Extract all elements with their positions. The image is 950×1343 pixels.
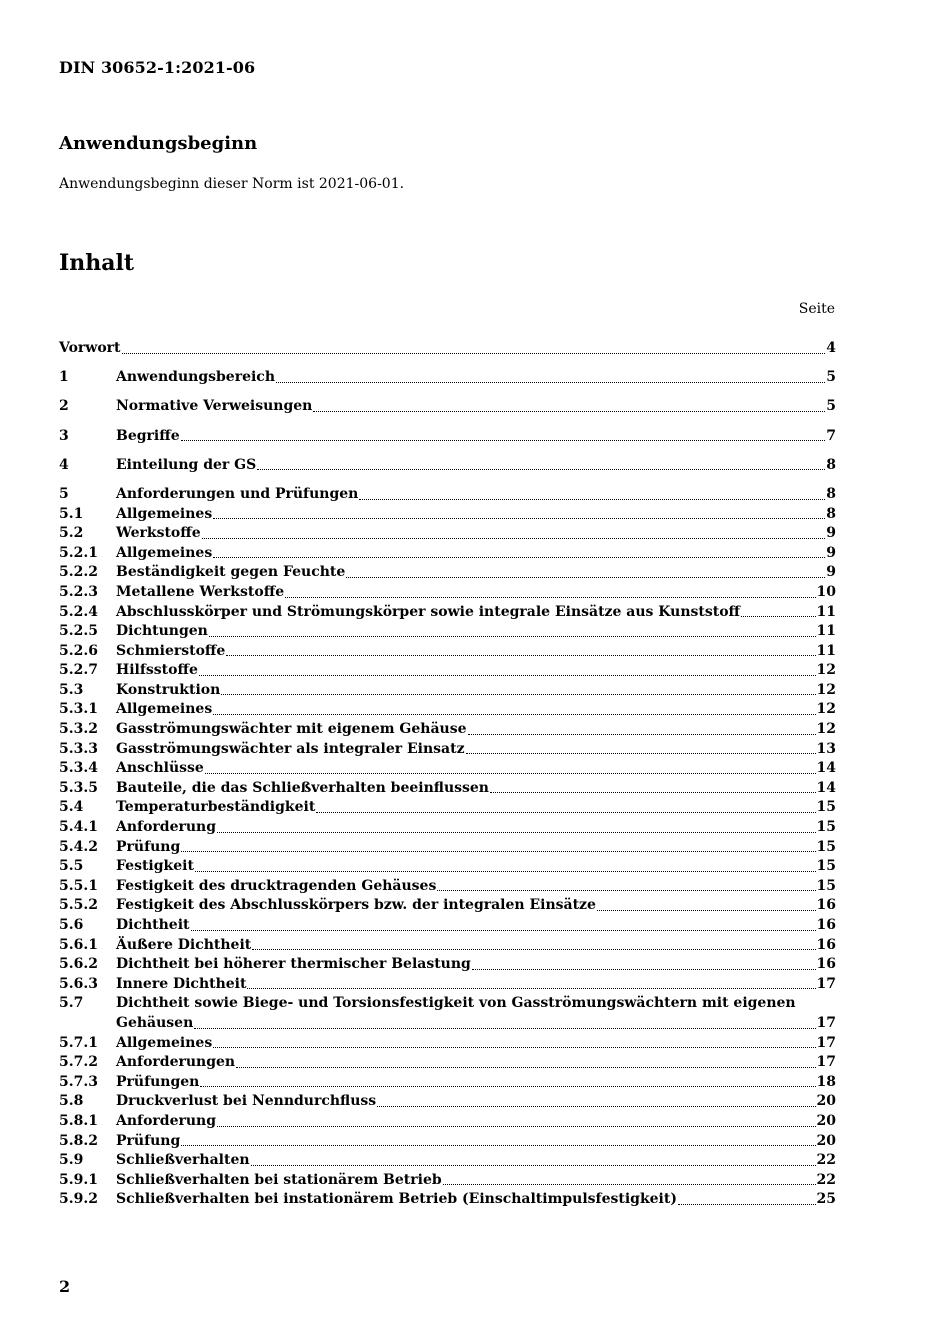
toc-entry-page: 14 [816, 779, 836, 796]
toc-leader-dots [205, 772, 816, 774]
toc-page-label: Seite [798, 301, 835, 317]
page-number: 2 [59, 1277, 71, 1296]
toc-entry-title: Festigkeit [116, 858, 194, 875]
toc-entry-page: 16 [816, 936, 836, 953]
toc-entry-title-continued: Gehäusen [116, 1014, 194, 1031]
toc-entry-title: Dichtheit sowie Biege- und Torsionsfestigkeit von Gasströmungswächtern mit eigenen [116, 995, 796, 1012]
toc-entry[interactable] [59, 877, 836, 897]
toc-leader-dots [181, 439, 826, 441]
anwendungsbeginn-text: Anwendungsbeginn dieser Norm ist 2021-06-01. [59, 176, 405, 192]
toc-leader-dots [468, 733, 816, 735]
toc-leader-dots [597, 909, 816, 911]
toc-leader-dots [213, 713, 815, 715]
toc-entry-number: 5.3.1 [59, 701, 98, 718]
toc-entry-page: 11 [816, 603, 836, 620]
toc-entry-number: 5.6.2 [59, 956, 98, 973]
toc-entry-number: 5.5 [59, 858, 84, 875]
toc-entry-page: 11 [816, 623, 836, 640]
toc-entry-title: Allgemeines [116, 1034, 213, 1051]
toc-entry-title: Anwendungsbereich [116, 369, 275, 386]
toc-entry[interactable] [59, 916, 836, 936]
toc-entry-number: 5.7.1 [59, 1034, 98, 1051]
toc-leader-dots [472, 968, 816, 970]
toc-entry-title: Schließverhalten [116, 1152, 250, 1169]
toc-entry[interactable] [59, 456, 836, 476]
toc-entry-title: Metallene Werkstoffe [116, 583, 285, 600]
toc-entry[interactable] [59, 798, 836, 818]
toc-leader-dots [252, 948, 815, 950]
toc-entry-page: 16 [816, 956, 836, 973]
toc-entry[interactable] [59, 368, 836, 388]
toc-entry-page: 20 [816, 1132, 836, 1149]
toc-leader-dots [226, 654, 815, 656]
toc-entry-number: 5.3.5 [59, 779, 98, 796]
toc-leader-dots [202, 537, 826, 539]
toc-entry-number: 5.3 [59, 681, 84, 698]
toc-entry-page: 4 [826, 340, 836, 356]
toc-entry-title: Druckverlust bei Nenndurchfluss [116, 1093, 377, 1110]
toc-entry-title: Anforderungen und Prüfungen [116, 485, 359, 502]
toc-entry-title: Konstruktion [116, 681, 221, 698]
toc-entry-title: Prüfungen [116, 1073, 200, 1090]
toc-entry[interactable] [59, 397, 836, 417]
toc-entry-number: 5.2.5 [59, 623, 98, 640]
toc-entry-number: 5.2.6 [59, 642, 98, 659]
toc-entry-number: 5.7 [59, 995, 84, 1012]
toc-leader-dots [247, 987, 815, 989]
toc-entry-number: 5.6.3 [59, 975, 98, 992]
toc-entry[interactable] [59, 622, 836, 642]
toc-entry[interactable] [59, 1073, 836, 1093]
toc-leader-dots [346, 576, 825, 578]
toc-entry-title: Gasströmungswächter als integraler Einsatz [116, 740, 465, 757]
toc-leader-dots [285, 596, 815, 598]
toc-entry-number: 5.1 [59, 505, 84, 522]
toc-entry-page: 7 [826, 427, 836, 444]
toc-entry-number: 5.4.1 [59, 819, 98, 836]
anwendungsbeginn-heading: Anwendungsbeginn [59, 133, 258, 154]
toc-entry-number: 5.2.1 [59, 544, 98, 561]
toc-entry-title: Prüfung [116, 1132, 181, 1149]
toc-entry-page: 22 [816, 1152, 836, 1169]
toc-leader-dots [251, 1164, 816, 1166]
toc-entry-number: 5.5.1 [59, 877, 98, 894]
toc-entry-title: Vorwort [59, 340, 121, 356]
toc-leader-dots [437, 889, 815, 891]
toc-entry-number: 5.4.2 [59, 838, 98, 855]
toc-entry-number: 5.2.7 [59, 662, 98, 679]
toc-entry-title: Anschlüsse [116, 760, 204, 777]
toc-entry-page: 9 [826, 544, 836, 561]
toc-leader-dots [194, 1027, 815, 1029]
toc-leader-dots [213, 517, 825, 519]
toc-leader-dots [741, 615, 815, 617]
toc-entry-number: 5.8.1 [59, 1112, 98, 1129]
toc-leader-dots [209, 635, 816, 637]
toc-entry-page: 13 [816, 740, 836, 757]
toc-entry[interactable] [59, 955, 836, 975]
toc-entry-page: 12 [816, 681, 836, 698]
toc-entry-page: 22 [816, 1171, 836, 1188]
toc-entry[interactable] [59, 427, 836, 447]
toc-entry-page: 5 [826, 398, 836, 415]
toc-entry-page: 9 [826, 525, 836, 542]
toc-entry-page: 20 [816, 1093, 836, 1110]
toc-entry[interactable] [59, 1171, 836, 1191]
toc-entry-page: 15 [816, 858, 836, 875]
toc-entry[interactable] [59, 857, 836, 877]
toc-leader-dots [217, 1125, 816, 1127]
toc-entry[interactable] [59, 681, 836, 701]
toc-entry-number: 5.2.2 [59, 564, 98, 581]
toc-entry[interactable] [59, 700, 836, 720]
toc-leader-dots [377, 1105, 815, 1107]
toc-title: Inhalt [59, 250, 135, 276]
toc-entry[interactable] [59, 936, 836, 956]
toc-entry-page: 16 [816, 897, 836, 914]
toc-entry-page: 17 [816, 975, 836, 992]
toc-entry-number: 2 [59, 398, 69, 415]
toc-entry-title: Werkstoffe [116, 525, 201, 542]
toc-entry-page: 20 [816, 1112, 836, 1129]
toc-entry-number: 5.9 [59, 1152, 84, 1169]
toc-entry-title: Schließverhalten bei instationärem Betrieb (Einschaltimpulsfestigkeit) [116, 1191, 677, 1208]
document-id: DIN 30652-1:2021-06 [59, 58, 256, 77]
toc-entry-title: Bauteile, die das Schließverhalten beeinflussen [116, 779, 489, 796]
toc-entry-page: 15 [816, 819, 836, 836]
table-of-contents [59, 339, 836, 1210]
toc-leader-dots [181, 1144, 815, 1146]
toc-entry-page: 17 [816, 1054, 836, 1071]
toc-entry-title: Abschlusskörper und Strömungskörper sowie integrale Einsätze aus Kunststoff [116, 603, 741, 620]
toc-entry-number: 1 [59, 369, 69, 386]
toc-leader-dots [213, 556, 825, 558]
toc-entry-title: Gasströmungswächter mit eigenem Gehäuse [116, 721, 467, 738]
toc-entry-title: Innere Dichtheit [116, 975, 247, 992]
toc-leader-dots [236, 1066, 815, 1068]
toc-entry[interactable] [59, 818, 836, 838]
toc-entry-number: 5.7.3 [59, 1073, 98, 1090]
toc-entry[interactable] [59, 603, 836, 623]
toc-entry-title: Hilfsstoffe [116, 662, 198, 679]
toc-entry-number: 5.9.2 [59, 1191, 98, 1208]
toc-leader-dots [199, 674, 816, 676]
toc-entry-page: 9 [826, 564, 836, 581]
toc-entry-page: 12 [816, 721, 836, 738]
toc-entry-title: Normative Verweisungen [116, 398, 313, 415]
toc-entry-page: 12 [816, 701, 836, 718]
toc-leader-dots [276, 381, 825, 383]
toc-entry[interactable] [59, 779, 836, 799]
toc-leader-dots [490, 791, 816, 793]
toc-entry-number: 5.3.4 [59, 760, 98, 777]
toc-entry-page: 18 [816, 1073, 836, 1090]
toc-leader-dots [316, 811, 815, 813]
toc-entry-title: Festigkeit des Abschlusskörpers bzw. der integralen Einsätze [116, 897, 596, 914]
toc-leader-dots [221, 693, 815, 695]
toc-entry-title: Dichtheit bei höherer thermischer Belastung [116, 956, 471, 973]
toc-entry-number: 5.3.2 [59, 721, 98, 738]
toc-entry-number: 5.2 [59, 525, 84, 542]
toc-entry[interactable] [59, 505, 836, 525]
toc-entry-number: 5.4 [59, 799, 84, 816]
toc-entry-number: 5 [59, 485, 69, 502]
toc-entry[interactable] [59, 485, 836, 505]
toc-entry[interactable] [59, 740, 836, 760]
toc-entry-number: 4 [59, 456, 69, 473]
toc-entry[interactable] [59, 1112, 836, 1132]
toc-entry-title: Dichtheit [116, 917, 190, 933]
toc-entry-continuation[interactable] [59, 1014, 836, 1034]
toc-entry-title: Anforderung [116, 819, 216, 836]
toc-entry-title: Anforderungen [116, 1054, 236, 1071]
toc-entry-page: 10 [816, 583, 836, 600]
toc-entry-page: 17 [816, 1014, 836, 1031]
toc-entry-title: Allgemeines [116, 701, 213, 718]
toc-entry[interactable] [59, 759, 836, 779]
toc-entry-number: 5.2.3 [59, 583, 98, 600]
toc-entry[interactable] [59, 1132, 836, 1152]
toc-entry-page: 8 [826, 456, 836, 473]
toc-entry-page: 15 [816, 877, 836, 894]
toc-entry-number: 5.7.2 [59, 1054, 98, 1071]
toc-entry-number: 3 [59, 427, 69, 444]
toc-entry[interactable] [59, 994, 836, 1014]
toc-entry[interactable] [59, 838, 836, 858]
toc-entry-number: 5.9.1 [59, 1171, 98, 1188]
toc-entry-title: Festigkeit des drucktragenden Gehäuses [116, 877, 437, 894]
toc-entry[interactable] [59, 642, 836, 662]
toc-entry[interactable] [59, 1053, 836, 1073]
toc-leader-dots [313, 410, 825, 412]
toc-entry[interactable] [59, 975, 836, 995]
toc-entry-page: 5 [826, 369, 836, 386]
toc-entry-number: 5.2.4 [59, 603, 98, 620]
toc-leader-dots [181, 850, 815, 852]
toc-entry-title: Schmierstoffe [116, 642, 226, 659]
toc-entry-title: Temperaturbeständigkeit [116, 799, 316, 816]
toc-entry[interactable] [59, 1190, 836, 1210]
toc-entry-page: 17 [816, 1034, 836, 1051]
toc-leader-dots [443, 1183, 816, 1185]
toc-entry-title: Prüfung [116, 838, 181, 855]
toc-entry-page: 11 [816, 642, 836, 659]
toc-entry[interactable] [59, 583, 836, 603]
toc-entry-title: Begriffe [116, 427, 180, 444]
toc-entry-number: 5.8.2 [59, 1132, 98, 1149]
toc-entry[interactable] [59, 1092, 836, 1112]
toc-entry[interactable] [59, 1034, 836, 1054]
toc-entry-page: 8 [826, 485, 836, 502]
toc-entry[interactable] [59, 563, 836, 583]
toc-entry-page: 15 [816, 838, 836, 855]
toc-entry-page: 16 [816, 917, 836, 933]
toc-entry-number: 5.3.3 [59, 740, 98, 757]
toc-entry[interactable] [59, 1151, 836, 1171]
toc-leader-dots [678, 1203, 816, 1205]
toc-entry-title: Anforderung [116, 1112, 216, 1129]
toc-entry-page: 15 [816, 799, 836, 816]
toc-leader-dots [217, 831, 816, 833]
toc-entry-number: 5.5.2 [59, 897, 98, 914]
toc-leader-dots [213, 1046, 815, 1048]
toc-leader-dots [191, 929, 816, 931]
toc-leader-dots [466, 752, 816, 754]
toc-entry-title: Allgemeines [116, 544, 213, 561]
toc-leader-dots [122, 352, 826, 354]
toc-entry[interactable] [59, 339, 836, 359]
toc-entry-title: Dichtungen [116, 623, 208, 640]
toc-entry-number: 5.8 [59, 1093, 84, 1110]
toc-entry[interactable] [59, 661, 836, 681]
toc-leader-dots [200, 1085, 815, 1087]
toc-entry-page: 12 [816, 662, 836, 679]
toc-entry-title: Allgemeines [116, 505, 213, 522]
toc-entry-title: Äußere Dichtheit [116, 936, 252, 953]
toc-leader-dots [359, 498, 825, 500]
toc-entry[interactable] [59, 720, 836, 740]
toc-entry[interactable] [59, 896, 836, 916]
toc-entry[interactable] [59, 544, 836, 564]
toc-entry-title: Einteilung der GS [116, 456, 257, 473]
toc-entry-page: 8 [826, 505, 836, 522]
toc-entry-title: Schließverhalten bei stationärem Betrieb [116, 1171, 442, 1188]
toc-entry-number: 5.6 [59, 917, 84, 933]
toc-entry-number: 5.6.1 [59, 936, 98, 953]
toc-entry-page: 14 [816, 760, 836, 777]
toc-leader-dots [257, 468, 825, 470]
toc-entry[interactable] [59, 524, 836, 544]
toc-leader-dots [195, 870, 816, 872]
toc-entry-page: 25 [816, 1191, 836, 1208]
toc-entry-title: Beständigkeit gegen Feuchte [116, 564, 346, 581]
